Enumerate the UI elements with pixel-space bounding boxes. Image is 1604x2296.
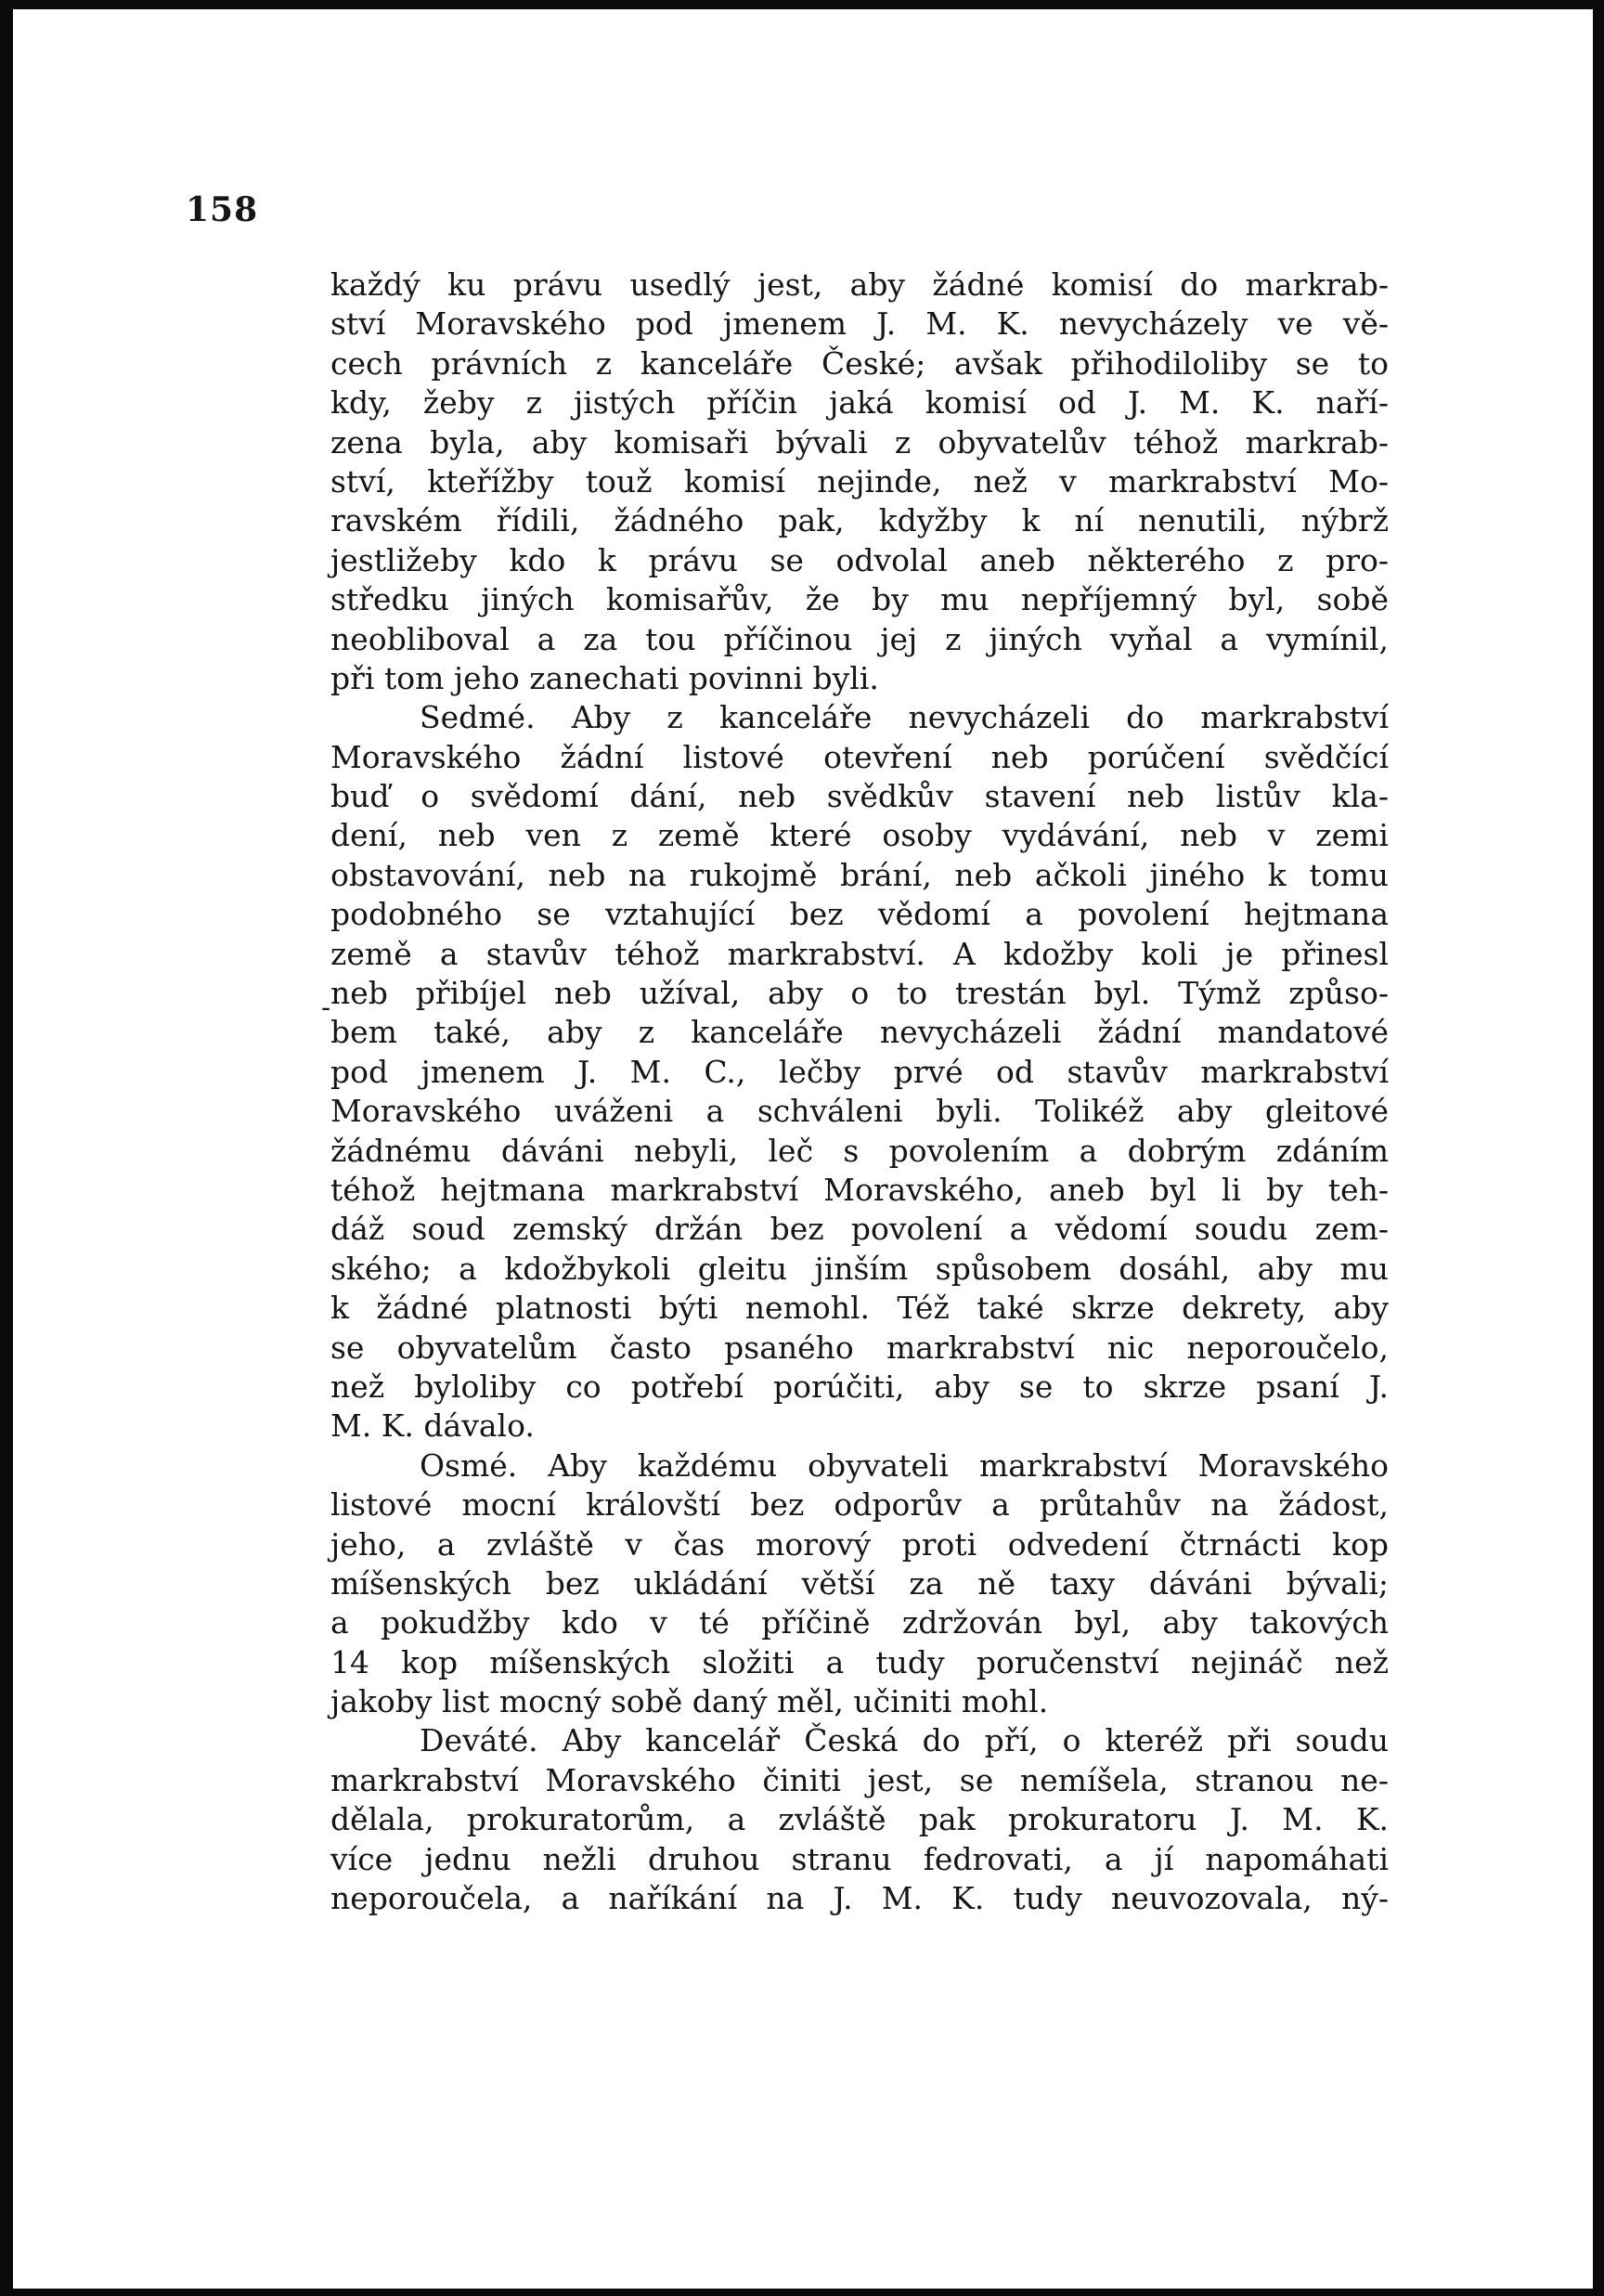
text-line: cech právních z kanceláře České; avšak přihodiloliby se to bbox=[330, 344, 1389, 382]
page-number: 158 bbox=[186, 190, 259, 229]
text-line: obstavování, neb na rukojmě brání, neb ačkoli jiného k tomu bbox=[330, 856, 1389, 893]
paragraph-start: Deváté. Aby kancelář Česká do pří, o kteréž při soudu bbox=[420, 1722, 1389, 1759]
text-line: zena byla, aby komisaři bývali z obyvatelův téhož markrab- bbox=[330, 423, 1389, 460]
text-line: M. K. dávalo. bbox=[330, 1407, 535, 1445]
text-line: k žádné platnosti býti nemohl. Též také skrze dekrety, aby bbox=[330, 1290, 1389, 1327]
text-line: jeho, a zvláště v čas morový proti odvedení čtrnácti kop bbox=[330, 1525, 1389, 1563]
paragraph-start: Osmé. Aby každému obyvateli markrabství Moravského bbox=[420, 1446, 1389, 1484]
text-line: dělala, prokuratorům, a zvláště pak prokuratoru J. M. K. bbox=[330, 1801, 1389, 1838]
text-line: listové mocní královští bez odporův a průtahův na žádost, bbox=[330, 1486, 1389, 1524]
text-line: jestližeby kdo k právu se odvolal aneb některého z pro- bbox=[330, 541, 1389, 578]
text-line: buď o svědomí dání, neb svědkův stavení neb listův kla- bbox=[330, 778, 1389, 815]
text-line: markrabství Moravského činiti jest, se nemíšela, stranou ne- bbox=[330, 1761, 1389, 1798]
text-line: při tom jeho zanechati povinni byli. bbox=[330, 659, 879, 696]
text-line: dení, neb ven z země které osoby vydávání, neb v zemi bbox=[330, 817, 1389, 854]
text-block bbox=[330, 266, 1389, 1918]
text-line: neobliboval a za tou příčinou jej z jiných vyňal a vymínil, bbox=[330, 620, 1389, 657]
text-line: než byloliby co potřebí porúčiti, aby se to skrze psaní J. bbox=[330, 1368, 1389, 1405]
text-line: podobného se vztahující bez vědomí a povolení hejtmana bbox=[330, 896, 1389, 933]
text-line: žádnému dáváni nebyli, leč s povolením a dobrým zdáním bbox=[330, 1132, 1389, 1169]
text-line: Moravského žádní listové otevření neb porúčení svědčící bbox=[330, 738, 1389, 775]
text-line: kdy, žeby z jistých příčin jaká komisí od J. M. K. naří- bbox=[330, 384, 1389, 422]
text-line: a pokudžby kdo v té příčině zdržován byl, aby takových bbox=[330, 1604, 1389, 1641]
text-line: dáž soud zemský držán bez povolení a vědomí soudu zem- bbox=[330, 1211, 1389, 1248]
text-line: 14 kop míšenských složiti a tudy poručenství nejináč než bbox=[330, 1643, 1389, 1680]
text-line: ství, kteřížby touž komisí nejinde, než v markrabství Mo- bbox=[330, 462, 1389, 499]
text-line: země a stavův téhož markrabství. A kdožby koli je přinesl bbox=[330, 935, 1389, 972]
text-line: každý ku právu usedlý jest, aby žádné komisí do markrab- bbox=[330, 266, 1389, 303]
text-line: více jednu nežli druhou stranu fedrovati, a jí napomáhati bbox=[330, 1840, 1389, 1877]
text-line: pod jmenem J. M. C., lečby prvé od stavův markrabství bbox=[330, 1053, 1389, 1090]
text-line: míšenských bez ukládání větší za ně taxy dáváni bývali; bbox=[330, 1564, 1389, 1602]
text-line: bem také, aby z kanceláře nevycházeli žádní mandatové bbox=[330, 1014, 1389, 1051]
text-line: ského; a kdožbykoli gleitu jinším spůsobem dosáhl, aby mu bbox=[330, 1250, 1389, 1287]
paragraph-start: Sedmé. Aby z kanceláře nevycházeli do markrabství bbox=[420, 699, 1389, 736]
text-line: středku jiných komisařův, že by mu nepříjemný byl, sobě bbox=[330, 581, 1389, 618]
text-line: se obyvatelům často psaného markrabství nic neporoučelo, bbox=[330, 1329, 1389, 1366]
margin-mark: - bbox=[321, 992, 331, 1024]
text-line: ství Moravského pod jmenem J. M. K. nevycházely ve vě- bbox=[330, 305, 1389, 343]
text-line: ravském řídili, žádného pak, kdyžby k ní nenutili, nýbrž bbox=[330, 502, 1389, 539]
text-line: neporoučela, a naříkání na J. M. K. tudy neuvozovala, ný- bbox=[330, 1880, 1389, 1917]
text-line: jakoby list mocný sobě daný měl, učiniti mohl. bbox=[330, 1683, 1049, 1720]
text-line: téhož hejtmana markrabství Moravského, aneb byl li by teh- bbox=[330, 1171, 1389, 1208]
text-line: Moravského uváženi a schváleni byli. Tolikéž aby gleitové bbox=[330, 1093, 1389, 1130]
text-line: neb přibíjel neb užíval, aby o to trestán byl. Týmž způso- bbox=[330, 975, 1389, 1012]
